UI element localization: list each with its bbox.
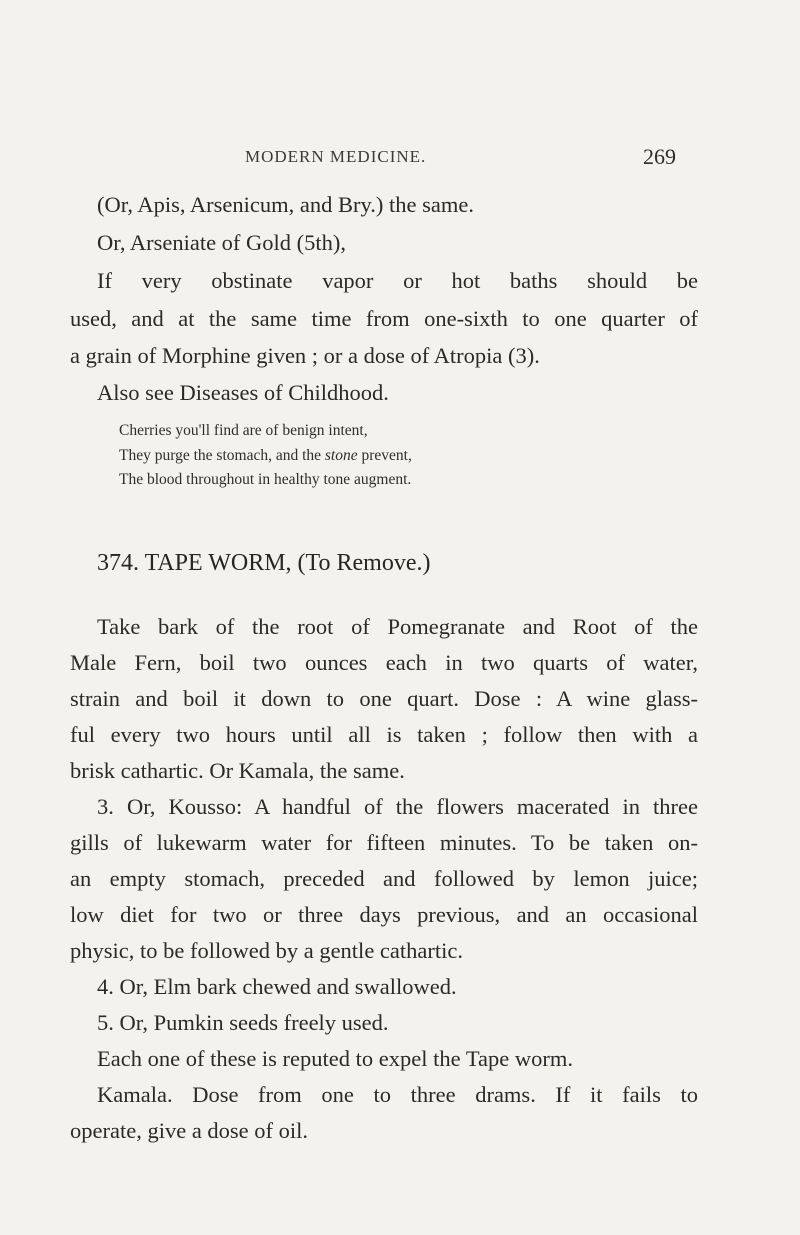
text-line: a grain of Morphine given ; or a dose of Atropia (3).	[70, 343, 540, 368]
text-line: strain and boil it down to one quart. Dose : A wine glass-	[70, 686, 698, 711]
text-line: (Or, Apis, Arsenicum, and Bry.) the same.	[97, 192, 474, 217]
text-line: Each one of these is reputed to expel the Tape worm.	[97, 1046, 573, 1071]
text-line: If very obstinate vapor or hot baths should be	[97, 268, 698, 293]
verse-line: The blood throughout in healthy tone augment.	[119, 471, 412, 488]
text-line: Or, Arseniate of Gold (5th),	[97, 230, 347, 255]
text-line: Male Fern, boil two ounces each in two quarts of water,	[70, 650, 698, 675]
verse-text: They purge the stomach, and the	[119, 447, 325, 464]
text-line: Take bark of the root of Pomegranate and Root of the	[97, 614, 698, 639]
text-line: an empty stomach, preceded and followed by lemon juice;	[70, 866, 698, 891]
verse-line: Cherries you'll find are of benign intent,	[119, 422, 368, 439]
text-line: physic, to be followed by a gentle cathartic.	[70, 938, 463, 963]
verse-line	[119, 445, 412, 467]
text-line: Also see Diseases of Childhood.	[97, 380, 389, 405]
page-number: 269	[643, 144, 676, 169]
verse-italic-word: stone	[324, 447, 358, 464]
text-line: brisk cathartic. Or Kamala, the same.	[70, 758, 405, 783]
verse-text: prevent,	[357, 447, 412, 464]
text-line: ful every two hours until all is taken ; follow then with a	[70, 722, 698, 747]
text-line: 5. Or, Pumkin seeds freely used.	[97, 1010, 389, 1035]
text-line: 4. Or, Elm bark chewed and swallowed.	[97, 974, 457, 999]
text-line: used, and at the same time from one-sixth to one quarter of	[70, 306, 698, 331]
text-line: Kamala. Dose from one to three drams. If it fails to	[97, 1082, 698, 1107]
text-line: 3. Or, Kousso: A handful of the flowers macerated in three	[97, 794, 698, 819]
text-line: low diet for two or three days previous, and an occasional	[70, 902, 698, 927]
text-line: gills of lukewarm water for fifteen minutes. To be taken on-	[70, 830, 698, 855]
running-title: MODERN MEDICINE.	[245, 147, 427, 166]
running-head	[0, 144, 800, 171]
section-heading: 374. TAPE WORM, (To Remove.)	[97, 550, 431, 576]
text-line: operate, give a dose of oil.	[70, 1118, 309, 1143]
